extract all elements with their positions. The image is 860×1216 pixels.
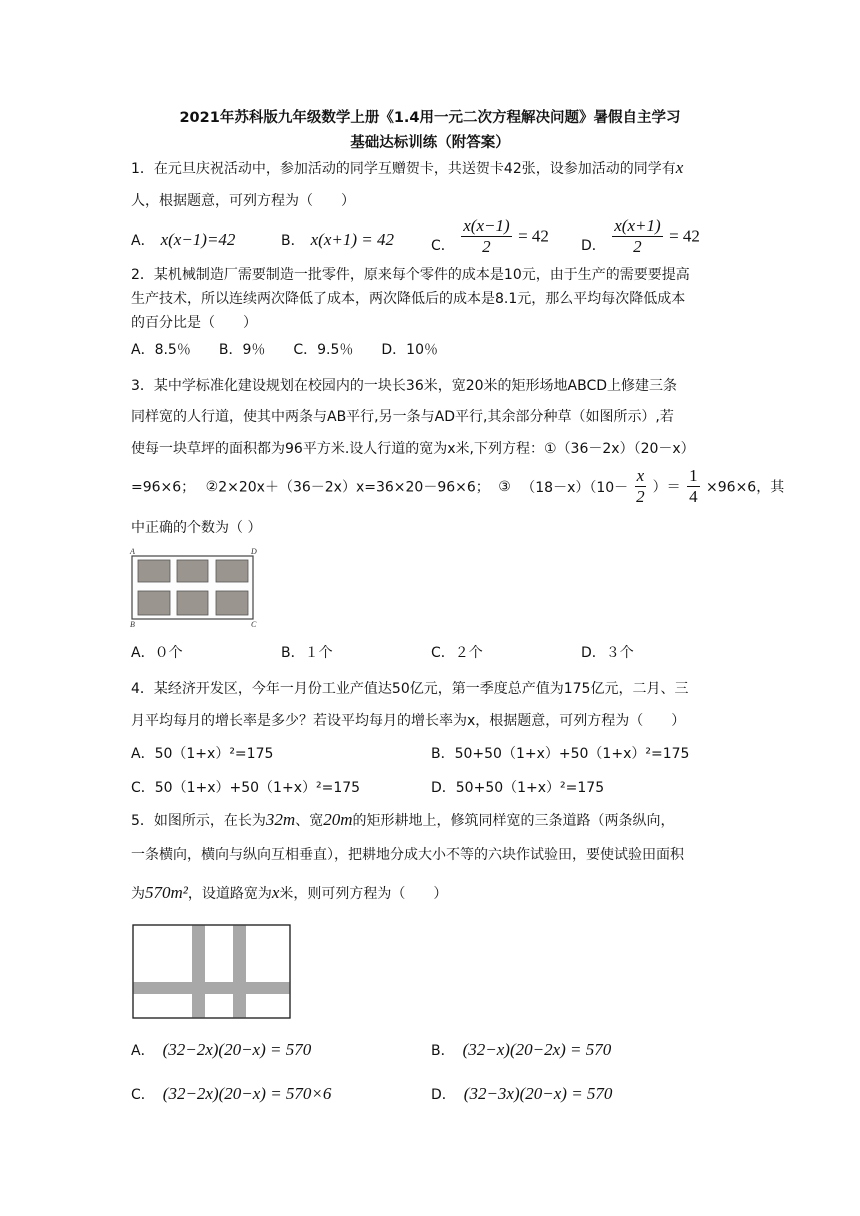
option-expr: x(x−1)=42 <box>160 230 236 249</box>
q1-d-fraction <box>612 216 662 257</box>
q5-farmland-figure <box>132 924 292 1020</box>
q5-width: 20m <box>323 810 353 829</box>
q3-line3 <box>131 438 695 458</box>
option-expr: x(x+1) = 42 <box>310 230 394 249</box>
fraction-denominator: 2 <box>636 487 645 506</box>
q5-text: 、宽 <box>295 813 324 829</box>
option-label: A． <box>131 233 155 249</box>
figure-label-a: A <box>130 547 135 556</box>
q3-fraction-x-over-2 <box>635 466 647 507</box>
option-rhs: = 42 <box>518 226 549 246</box>
option-label: A． <box>131 1043 155 1059</box>
q4-line1: 4．某经济开发区，今年一月份工业产值达50亿元，第一季度总产值为175亿元，二月、三 <box>131 681 689 697</box>
lawn-6 <box>216 591 248 615</box>
fraction-denominator: 4 <box>689 487 698 506</box>
option-label: B． <box>281 233 305 249</box>
option-expr: (32−3x)(20−x) = 570 <box>463 1084 613 1103</box>
q2-line3: 的百分比是（ ） <box>131 315 257 331</box>
q5-text: 的矩形耕地上，修筑同样宽的三条道路（两条纵向， <box>352 813 675 829</box>
lawn-2 <box>177 560 208 582</box>
q5-option-b[interactable] <box>431 1040 611 1060</box>
q3-equation-2: 2×20x＋（36－2x）x=36×20－96×6； <box>218 479 490 496</box>
fraction-numerator: 1 <box>689 466 698 485</box>
q3-option-b[interactable]: B．１个 <box>281 645 333 661</box>
q1-c-fraction <box>461 216 511 257</box>
figure-label-d: D <box>251 547 257 556</box>
q5-text: 5．如图所示，在长为 <box>131 813 266 829</box>
q2-line2: 生产技术，所以连续两次降低了成本，两次降低后的成本是8.1元，那么平均每次降低成本 <box>131 291 686 307</box>
q3-fraction-1-over-4 <box>687 466 700 507</box>
q3-equation-3-end: ×96×6，其 <box>706 479 785 496</box>
q1-option-a[interactable] <box>131 230 235 250</box>
q3-line5: 中正确的个数为（ ） <box>131 520 262 536</box>
page-title: 2021年苏科版九年级数学上册《1.4用一元二次方程解决问题》暑假自主学习 <box>179 110 681 126</box>
q5-text: 米，则可列方程为（ ） <box>279 886 448 902</box>
option-rhs: = 42 <box>669 226 700 246</box>
vertical-road-2 <box>233 925 246 1018</box>
q3-line4 <box>131 466 784 507</box>
q1-line2: 人，根据题意，可列方程为（ ） <box>131 193 355 209</box>
q5-line1 <box>131 810 674 830</box>
q5-option-a[interactable] <box>131 1040 311 1060</box>
q4-line2: 月平均每月的增长率是多少？若设平均每月的增长率为x，根据题意，可列方程为（ ） <box>131 713 686 729</box>
q5-area: 570m² <box>145 883 188 902</box>
figure-label-c: C <box>251 620 257 629</box>
page-subtitle: 基础达标训练（附答案） <box>350 135 510 151</box>
q3-equation-3-mid: ）＝ <box>652 479 681 496</box>
fraction-numerator: x <box>636 466 645 485</box>
circled-number-1: ① <box>544 441 557 457</box>
q5-var: x <box>271 883 280 902</box>
horizontal-road <box>133 982 290 994</box>
q3-option-d[interactable]: D．３个 <box>581 645 634 661</box>
q1-var: x <box>675 158 684 177</box>
q3-eq1-end: =96×6； <box>131 479 196 496</box>
q2-line1: 2．某机械制造厂需要制造一批零件，原来每个零件的成本是10元，由于生产的需要要提高 <box>131 267 690 283</box>
q3-text: 使每一块草坪的面积都为96平方米.设人行道的宽为x米,下列方程： <box>131 441 544 457</box>
q1-option-d[interactable] <box>581 216 700 257</box>
lawn-1 <box>138 560 170 582</box>
q3-option-c[interactable]: C．２个 <box>431 645 483 661</box>
option-label: C． <box>431 237 455 254</box>
farmland-outline <box>133 925 290 1018</box>
lawn-4 <box>138 591 170 615</box>
q5-text: 为 <box>131 886 145 902</box>
option-label: D． <box>431 1087 456 1103</box>
option-expr: (32−x)(20−2x) = 570 <box>462 1040 612 1059</box>
fraction-denominator: 2 <box>633 237 642 256</box>
q5-line3 <box>131 883 447 903</box>
option-label: C． <box>131 1087 155 1103</box>
fraction-numerator: x(x+1) <box>614 216 661 235</box>
q4-option-a[interactable]: A．50（1+x）²=175 <box>131 746 274 762</box>
q1-option-b[interactable] <box>281 230 394 250</box>
q5-text: ，设道路宽为 <box>187 886 272 902</box>
q5-length: 32m <box>265 810 296 829</box>
option-label: B． <box>431 1043 455 1059</box>
q3-line1: 3．某中学标准化建设规划在校园内的一块长36米，宽20米的矩形场地ABCD上修建三条 <box>131 378 678 394</box>
lawn-3 <box>216 560 248 582</box>
q3-line2: 同样宽的人行道，使其中两条与AB平行,另一条与AD平行,其余部分种草（如图所示）,若 <box>131 409 674 425</box>
fraction-numerator: x(x−1) <box>463 216 510 235</box>
q2-options[interactable]: A．8.5％ B．9％ C．9.5％ D．10％ <box>131 342 438 358</box>
q1-option-c[interactable] <box>431 216 549 257</box>
q3-option-a[interactable]: A．０个 <box>131 645 183 661</box>
option-expr: (32−2x)(20−x) = 570 <box>162 1040 312 1059</box>
circled-number-2: ② <box>205 478 219 495</box>
q4-option-d[interactable]: D．50+50（1+x）²=175 <box>431 780 605 796</box>
figure-label-b: B <box>130 620 135 629</box>
q5-option-d[interactable] <box>431 1084 612 1104</box>
q4-option-c[interactable]: C．50（1+x）+50（1+x）²=175 <box>131 780 361 796</box>
q5-option-c[interactable] <box>131 1084 331 1104</box>
option-label: D． <box>581 237 606 254</box>
fraction-denominator: 2 <box>482 237 491 256</box>
q4-option-b[interactable]: B．50+50（1+x）+50（1+x）²=175 <box>431 746 690 762</box>
lawn-5 <box>177 591 208 615</box>
q3-equation-3-start: （18－x）（10－ <box>521 479 629 496</box>
q1-line1 <box>131 158 683 178</box>
circled-number-3: ③ <box>498 478 511 495</box>
q3-field-figure <box>128 545 263 630</box>
q3-equation-1: （36－2x）（20－x） <box>556 441 695 457</box>
vertical-road-1 <box>192 925 205 1018</box>
q5-line2: 一条横向，横向与纵向互相垂直），把耕地分成大小不等的六块作试验田，要使试验田面积 <box>131 847 684 863</box>
q1-text: 1．在元旦庆祝活动中，参加活动的同学互赠贺卡，共送贺卡42张，设参加活动的同学有 <box>131 161 676 177</box>
option-expr: (32−2x)(20−x) = 570×6 <box>162 1084 332 1103</box>
